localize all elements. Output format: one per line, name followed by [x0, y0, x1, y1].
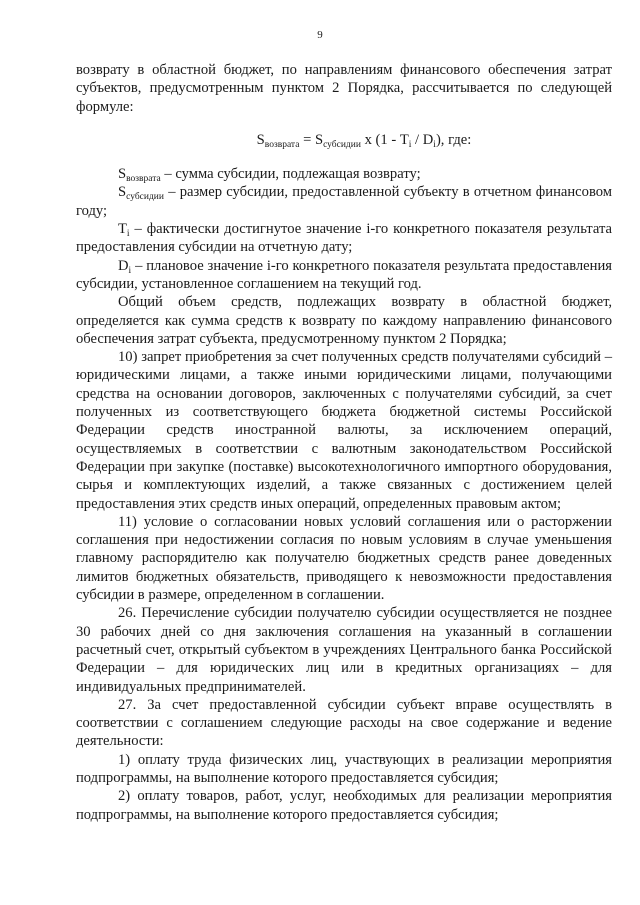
paragraph-expense-2: 2) оплату товаров, работ, услуг, необходимых для реализации мероприятия подпрограммы, на выполнение которого предоставляется субсидия;	[76, 788, 612, 823]
definition-s-subsidii: $S_{субсидии}$ – размер субсидии, предоставленной субъекту в отчетном финансовом году;	[76, 184, 612, 219]
paragraph-total-volume: Общий объем средств, подлежащих возврату в областной бюджет, определяется как сумма средств к возврату по каждому направлению финансового обеспечения затрат субъекта, предусмотренному пунктом 2 Порядка;	[76, 294, 612, 347]
paragraph-section-27: 27. За счет предоставленной субсидии субъект вправе осуществлять в соответствии с соглашением следующие расходы на свое содержание и ведение деятельности:	[76, 696, 612, 750]
definition-d-i: $D_i$ – плановое значение i-го конкретного показателя результата предоставления субсидии, установленное соглашением на текущий год.	[76, 257, 612, 292]
definition-t-i: $T_i$ – фактически достигнутое значение i-го конкретного показателя результата предоставления субсидии на отчетную дату;	[76, 221, 612, 256]
document-body	[76, 61, 612, 824]
formula-s-subsidii: $S_{субсидии}$	[314, 131, 361, 150]
paragraph-item-10: 10) запрет приобретения за счет полученных средств получателями субсидий – юридическими лицами, а также иными юридическими лицами, получающими средства на основании договоров, заключенных с получателями субсидий, за счет полученных из соответствующего бюджета бюджетной системы Российской Федерации средств иностранной валюты, за исключением операций, осуществляемых в соответствии с валютным законодательством Российской Федерации при закупке (поставке) высокотехнологичного импортного оборудования, сырья и комплектующих изделий, а также связанных с достижением целей предоставления этих средств иных операций, определенных правовым актом;	[76, 349, 612, 512]
formula-s-vozvrata: $S_{возврата}$	[256, 131, 300, 150]
definition-s-vozvrata: $S_{возврата}$ – сумма субсидии, подлежащая возврату;	[118, 166, 421, 185]
intro-paragraph: возврату в областной бюджет, по направлениям финансового обеспечения затрат субъектов, предусмотренным пунктом 2 Порядка, рассчитывается по следующей формуле:	[76, 62, 612, 115]
paragraph-item-11: 11) условие о согласовании новых условий соглашения или о расторжении соглашения при недостижении согласия по новым условиям в случае уменьшения главному распорядителю как получателю бюджетных средств ранее доведенных лимитов бюджетных обязательств, приводящего к невозможности предоставления субсидии в размере, определенном в соглашении.	[76, 513, 612, 604]
page-number: 9	[317, 29, 323, 41]
paragraph-section-26: 26. Перечисление субсидии получателю субсидии осуществляется не позднее 30 рабочих дней со дня заключения соглашения на указанный в соглашении расчетный счет, открытый субъектом в учреждениях Центрального банка Российской Федерации – для юридических лиц или в кредитных организациях – для индивидуальных предпринимателей.	[76, 605, 612, 695]
paragraph-expense-1: 1) оплату труда физических лиц, участвующих в реализации мероприятия подпрограммы, на выполнение которого предоставляется субсидия;	[76, 751, 612, 786]
formula: $S_{возврата} = S_{субсидии}$ х $(1 - T_i / D_i)$, где:	[256, 131, 472, 150]
